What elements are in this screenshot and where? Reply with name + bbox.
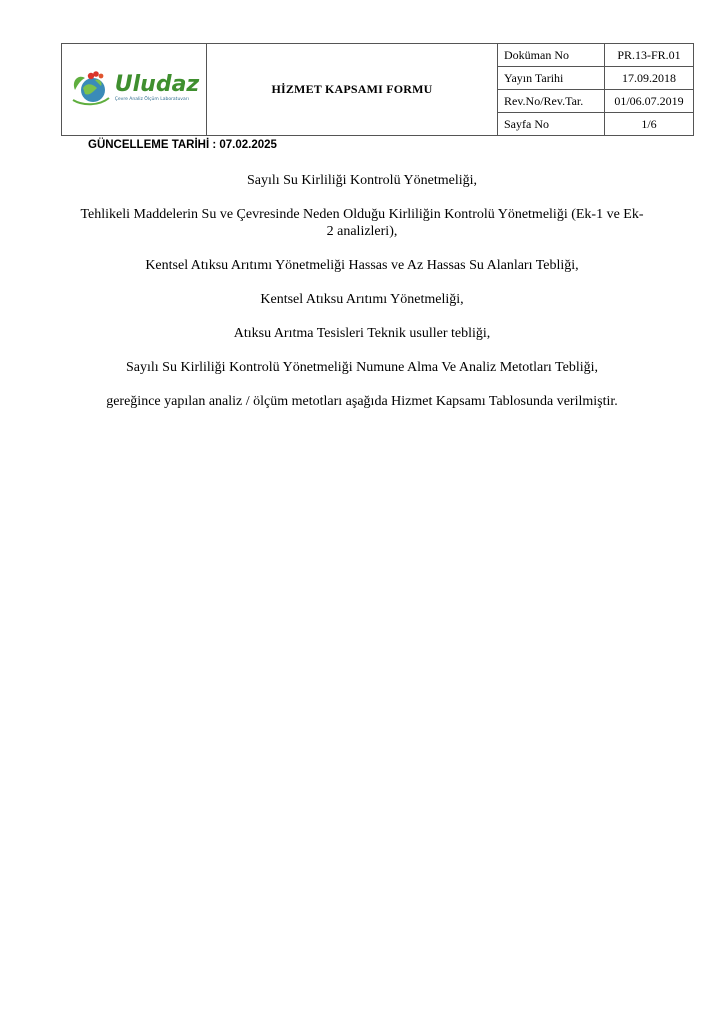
company-logo (69, 70, 199, 106)
paragraph: Kentsel Atıksu Arıtımı Yönetmeliği Hassas ve Az Hassas Su Alanları Tebliği, (145, 258, 579, 273)
publish-date-value: 17.09.2018 (605, 67, 694, 90)
publish-date-label: Yayın Tarihi (498, 67, 605, 90)
revision-label: Rev.No/Rev.Tar. (498, 90, 605, 113)
update-date: GÜNCELLEME TARİHİ : 07.02.2025 (88, 139, 277, 151)
doc-no-label: Doküman No (498, 44, 605, 67)
paragraph: Sayılı Su Kirliliği Kontrolü Yönetmeliği Numune Alma Ve Analiz Metotları Tebliği, (126, 360, 598, 375)
page-no-label: Sayfa No (498, 113, 605, 136)
paragraph: Tehlikeli Maddelerin Su ve Çevresinde Neden Olduğu Kirliliğin Kontrolü Yönetmeliği (Ek-1 ve Ek-2 analizleri), (80, 207, 644, 239)
revision-value: 01/06.07.2019 (605, 90, 694, 113)
form-title: HİZMET KAPSAMI FORMU (207, 44, 498, 136)
logo-cell (62, 44, 207, 136)
page-no-value: 1/6 (605, 113, 694, 136)
globe-leaf-icon (69, 70, 113, 106)
paragraph: Sayılı Su Kirliliği Kontrolü Yönetmeliği, (246, 173, 478, 188)
regulation-list (80, 172, 644, 427)
paragraph: Kentsel Atıksu Arıtımı Yönetmeliği, (260, 292, 464, 307)
logo-name: Uludaz (114, 71, 200, 97)
document-header-table (61, 43, 694, 136)
logo-subtitle: Çevre Analiz Ölçüm Laboratuvarı (114, 96, 189, 102)
paragraph: Atıksu Arıtma Tesisleri Teknik usuller tebliği, (233, 326, 491, 341)
paragraph: gereğince yapılan analiz / ölçüm metotları aşağıda Hizmet Kapsamı Tablosunda verilmiştir. (106, 394, 618, 409)
doc-no-value: PR.13-FR.01 (605, 44, 694, 67)
